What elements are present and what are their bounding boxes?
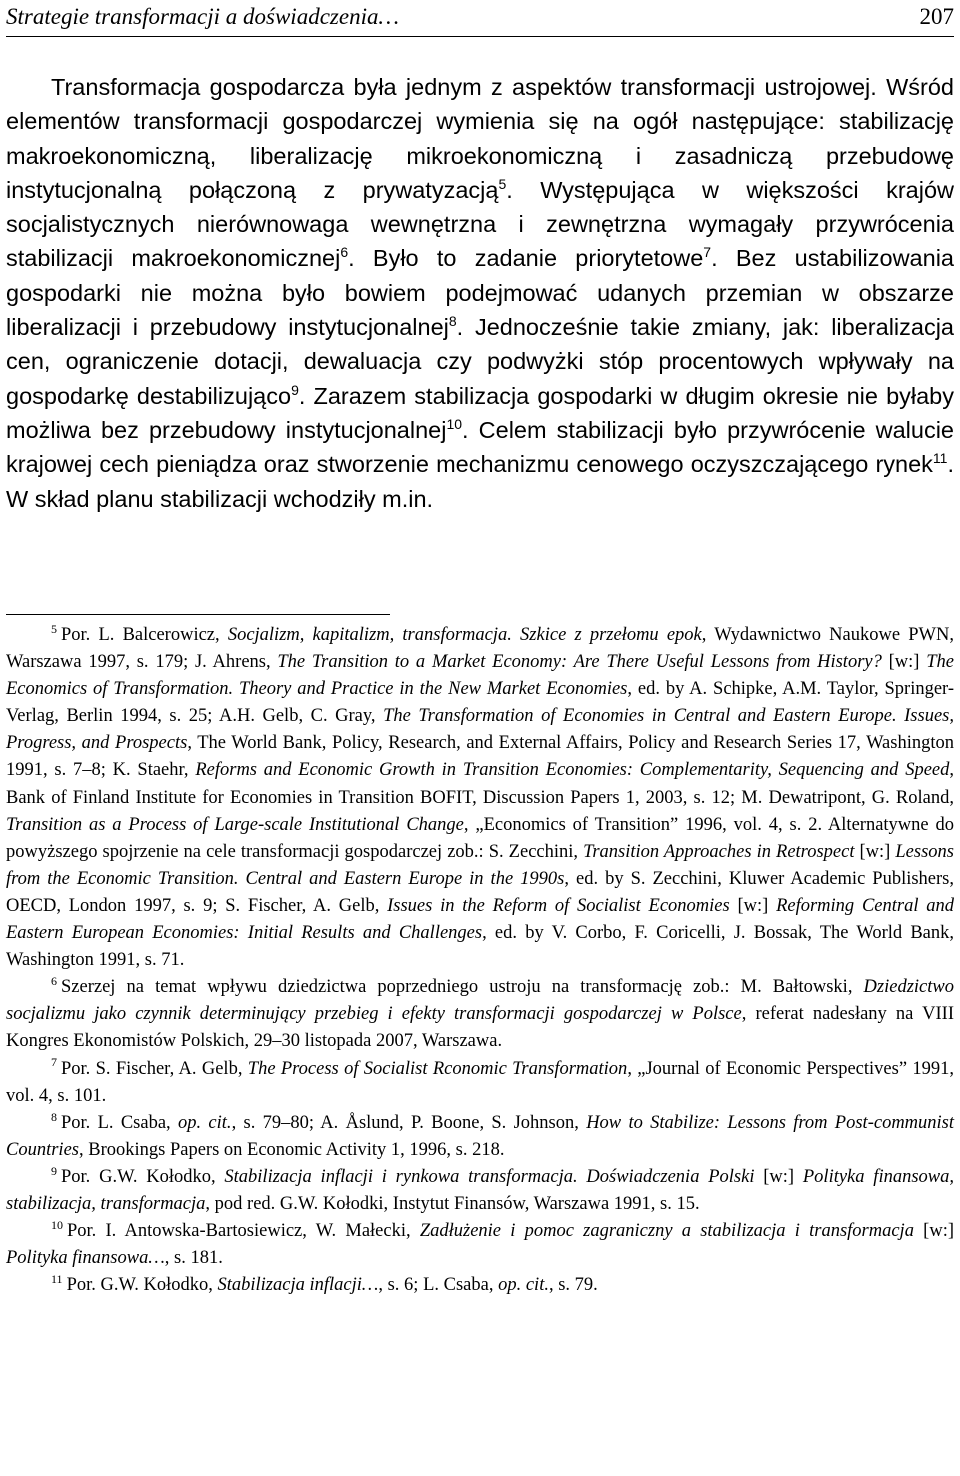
footnote-text-run: Por. L. Balcerowicz, <box>61 625 228 645</box>
body-text-run: . W skład planu stabilizacji wchodziły m.in. <box>6 451 954 512</box>
footnote-italic-run: Socjalizm, kapitalizm, transformacja. Szkice z przełomu epok <box>227 625 702 645</box>
footnote-text-run: , ed. by A. Schipke, A.M. Taylor, Springer-Verlag, Berlin 1994, s. 25; A.H. Gelb, C. Gray, <box>6 679 954 727</box>
footnote-text-run: Por. L. Csaba, <box>61 1112 178 1133</box>
body-text-run: . Celem stabilizacji było przywrócenie walucie krajowej cech pieniądza oraz stworzenie mechanizmu cenowego oczyszczającego rynek <box>6 416 954 478</box>
footnote-text-run: [w:] <box>754 1166 803 1187</box>
footnote-italic-run: The Process of Socialist Rconomic Transformation <box>247 1058 628 1079</box>
footnote-ref: 10 <box>446 416 463 433</box>
footnote-italic-run: The Economics of Transformation. Theory and Practice in the New Market Economies <box>6 652 954 700</box>
footnote-text-run: , s. 181. <box>164 1248 223 1269</box>
body-text-run: . Jednocześnie takie zmiany, jak: liberalizacja cen, ograniczenie dotacji, dewaluacja czy podwyżki stóp procentowych wpływały na gospodarkę destabilizująco <box>6 314 954 409</box>
footnote-text-run: , referat nadesłany na VIII Kongres Ekonomistów Polskich, 29–30 listopada 2007, Warszawa. <box>6 1004 954 1052</box>
footnotes <box>6 622 954 1299</box>
page-number: 207 <box>919 4 954 29</box>
footnote <box>6 1056 954 1110</box>
footnote-text-run: , ed. by S. Zecchini, Kluwer Academic Publishers, OECD, London 1997, s. 9; S. Fischer, A. Gelb, <box>6 868 954 916</box>
footnote-number: 8 <box>51 1109 57 1124</box>
footnote <box>6 1272 954 1299</box>
footnote-text-run: Por. I. Antowska-Bartosiewicz, W. Małecki, <box>67 1221 420 1242</box>
footnote-text-run: , „Economics of Transition” 1996, vol. 4, s. 2. Alternatywne do powyższego spojrzenie na cele transformacji gospodarczej zob.: S. Zecchini, <box>6 814 954 862</box>
footnote-text-run: [w:] <box>913 1221 954 1242</box>
footnote-text-run: , The World Bank, Policy, Research, and External Affairs, Policy and Research Series 17, Washington 1991, s. 7–8; K. Staehr, <box>6 733 954 781</box>
footnote-text-run: [w:] <box>729 895 777 916</box>
footnote-text-run: Por. G.W. Kołodko, <box>61 1166 225 1187</box>
footnote-italic-run: Stabilizacja inflacji… <box>217 1275 379 1296</box>
body-text-run: . Było to zadanie priorytetowe <box>348 245 704 272</box>
body-text-run: . Zarazem stabilizacja gospodarki w długim okresie nie byłaby możliwa bez przebudowy instytucjonalnej <box>6 382 954 443</box>
footnote-text-run: , „Journal of Economic Perspectives” 1991, vol. 4, s. 101. <box>6 1058 954 1106</box>
footnote-italic-run: Polityka finansowa, stabilizacja, transformacja <box>6 1166 954 1214</box>
footnote-italic-run: Reforming Central and Eastern European Economies: Initial Results and Challenges <box>6 895 954 944</box>
footnote-italic-run: op. cit. <box>178 1112 232 1133</box>
footnote-ref: 5 <box>498 176 507 193</box>
footnote <box>6 1110 954 1164</box>
footnote-number: 5 <box>51 621 57 636</box>
footnote-ref: 6 <box>340 244 349 261</box>
footnote-italic-run: How to Stabilize: Lessons from Post-communist Countries <box>6 1112 955 1160</box>
footnote-italic-run: Issues in the Reform of Socialist Economies <box>387 895 730 916</box>
footnote-italic-run: Dziedzictwo socjalizmu jako czynnik determinujący przebieg i efekty transformacji gospodarczej w Polsce <box>6 977 954 1025</box>
footnote-ref: 11 <box>932 450 948 467</box>
footnote-ref: 9 <box>291 381 299 398</box>
footnote-separator <box>6 614 390 615</box>
footnote-italic-run: Polityka finansowa… <box>6 1248 165 1269</box>
footnote <box>6 1164 954 1218</box>
footnote-number: 7 <box>51 1055 57 1070</box>
footnote-italic-run: Reforms and Economic Growth in Transition Economies: Complementarity, Sequencing and Speed <box>195 760 950 781</box>
main-text <box>6 70 954 516</box>
footnote-italic-run: Zadłużenie i pomoc zagraniczny a stabilizacja i transformacja <box>419 1221 914 1242</box>
footnote-text-run: , pod red. G.W. Kołodki, Instytut Finansów, Warszawa 1991, s. 15. <box>205 1193 700 1214</box>
body-paragraph <box>6 70 954 516</box>
body-text-run: Transformacja gospodarcza była jednym z aspektów transformacji ustrojowej. Wśród elementów transformacji gospodarczej wymienia się na ogół następujące: stabilizację makroekonomiczną, liberalizację mikroekonomiczną i zasadniczą przebudowę instytucjonalną połączoną z prywatyzacją <box>6 74 954 203</box>
footnote-italic-run: Transition as a Process of Large-scale Institutional Change <box>6 814 464 835</box>
footnote-text-run: [w:] <box>854 841 896 862</box>
footnote-text-run: , s. 79. <box>548 1275 598 1296</box>
footnote-number: 6 <box>51 974 57 989</box>
footnote-text-run: , Wydawnictwo Naukowe PWN, Warszawa 1997, s. 179; J. Ahrens, <box>6 625 954 673</box>
footnote-number: 11 <box>51 1272 63 1287</box>
footnote-italic-run: op. cit. <box>498 1275 549 1296</box>
footnote-ref: 7 <box>703 244 712 261</box>
footnote-italic-run: Stabilizacja inflacji i rynkowa transformacja. Doświadczenia Polski <box>224 1166 755 1187</box>
footnote-italic-run: The Transformation of Economies in Central and Eastern Europe. Issues, Progress, and Prospects <box>6 706 954 754</box>
footnote-italic-run: The Transition to a Market Economy: Are There Useful Lessons from History? <box>277 652 882 673</box>
footnote-ref: 8 <box>448 313 457 330</box>
footnote-text-run: , Bank of Finland Institute for Economies in Transition BOFIT, Discussion Papers 1, 2003, s. 12; M. Dewatripont, G. Roland, <box>6 760 954 808</box>
footnote-text-run: Por. G.W. Kołodko, <box>66 1275 218 1296</box>
footnote-number: 9 <box>51 1163 57 1178</box>
body-text-run: . Występująca w większości krajów socjalistycznych nierównowaga wewnętrzna i zewnętrzna wymagały przywrócenia stabilizacji makroekonomicznej <box>6 176 954 272</box>
footnote <box>6 974 954 1055</box>
footnote-text-run: Por. S. Fischer, A. Gelb, <box>61 1058 248 1079</box>
footnote <box>6 1218 954 1272</box>
footnote-text-run: , Brookings Papers on Economic Activity 1, 1996, s. 218. <box>78 1139 505 1160</box>
running-header <box>6 0 954 37</box>
body-text-run: . Bez ustabilizowania gospodarki nie można było bowiem podejmować udanych przemian w obszarze liberalizacji i przebudowy instytucjonalnej <box>6 245 954 341</box>
footnote-italic-run: Transition Approaches in Retrospect <box>583 841 855 862</box>
footnote-text-run: , s. 6; L. Csaba, <box>378 1275 499 1296</box>
footnote <box>6 622 954 974</box>
footnote-italic-run: Lessons from the Economic Transition. Central and Eastern Europe in the 1990s <box>6 841 954 889</box>
running-title: Strategie transformacji a doświadczenia… <box>6 4 399 29</box>
footnote-text-run: Szerzej na temat wpływu dziedzictwa poprzedniego ustroju na transformację zob.: M. Bałtowski, <box>61 977 864 998</box>
footnote-number: 10 <box>51 1217 63 1232</box>
footnote-text-run: , s. 79–80; A. Åslund, P. Boone, S. Johnson, <box>231 1112 587 1133</box>
footnote-text-run: [w:] <box>881 652 927 673</box>
footnote-text-run: , ed. by V. Corbo, F. Coricelli, J. Bossak, The World Bank, Washington 1991, s. 71. <box>6 923 955 971</box>
